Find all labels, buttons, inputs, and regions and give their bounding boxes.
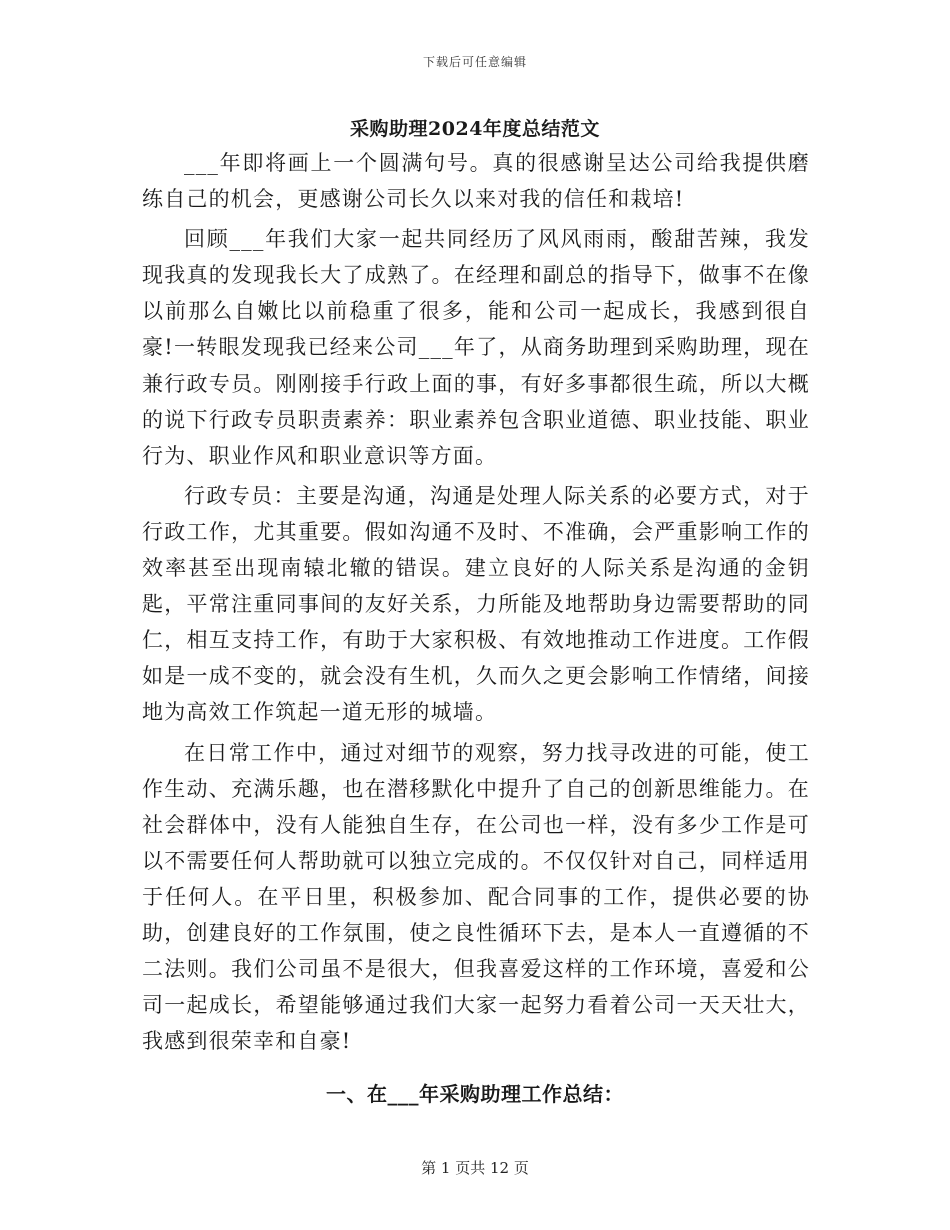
paragraph-4: 在日常工作中，通过对细节的观察，努力找寻改进的可能，使工作生动、充满乐趣，也在潜移默化中提升了自己的创新思维能力。在社会群体中，没有人能独自生存，在公司也一样，没有多少工作是可以不需要任何人帮助就可以独立完成的。不仅仅针对自己，同样适用于任何人。在平日里，积极参加、配合同事的工作，提供必要的协助，创建良好的工作氛围，使之良性循环下去，是本人一直遵循的不二法则。我们公司虽不是很大，但我喜爱这样的工作环境，喜爱和公司一起成长，希望能够通过我们大家一起努力看着公司一天天壮大，我感到很荣幸和自豪! (142, 740, 810, 1054)
page-footer: 第 1 页共 12 页 (421, 1159, 529, 1177)
paragraph-3: 行政专员：主要是沟通，沟通是处理人际关系的必要方式，对于行政工作，尤其重要。假如沟通不及时、不准确，会严重影响工作的效率甚至出现南辕北辙的错误。建立良好的人际关系是沟通的金钥匙，平常注重同事间的友好关系，力所能及地帮助身边需要帮助的同仁，相互支持工作，有助于大家积极、有效地推动工作进度。工作假如是一成不变的，就会没有生机，久而久之更会影响工作情绪，间接地为高效工作筑起一道无形的城墙。 (142, 483, 810, 725)
paragraph-1: ___年即将画上一个圆满句号。真的很感谢呈达公司给我提供磨练自己的机会，更感谢公司长久以来对我的信任和栽培! (142, 151, 810, 212)
section-heading: 一、在___年采购助理工作总结： (326, 1082, 624, 1106)
document-body (142, 145, 810, 1059)
header-note: 下载后可任意编辑 (422, 55, 527, 69)
paragraph-2: 回顾___年我们大家一起共同经历了风风雨雨，酸甜苦辣，我发现我真的发现我长大了成熟了。在经理和副总的指导下，做事不在像以前那么自嫩比以前稳重了很多，能和公司一起成长，我感到很自豪!一转眼发现我已经来公司___年了，从商务助理到采购助理，现在兼行政专员。刚刚接手行政上面的事，有好多事都很生疏，所以大概的说下行政专员职责素养：职业素养包含职业道德、职业技能、职业行为、职业作风和职业意识等方面。 (142, 227, 810, 468)
document-title: 采购助理2024年度总结范文 (350, 118, 600, 140)
